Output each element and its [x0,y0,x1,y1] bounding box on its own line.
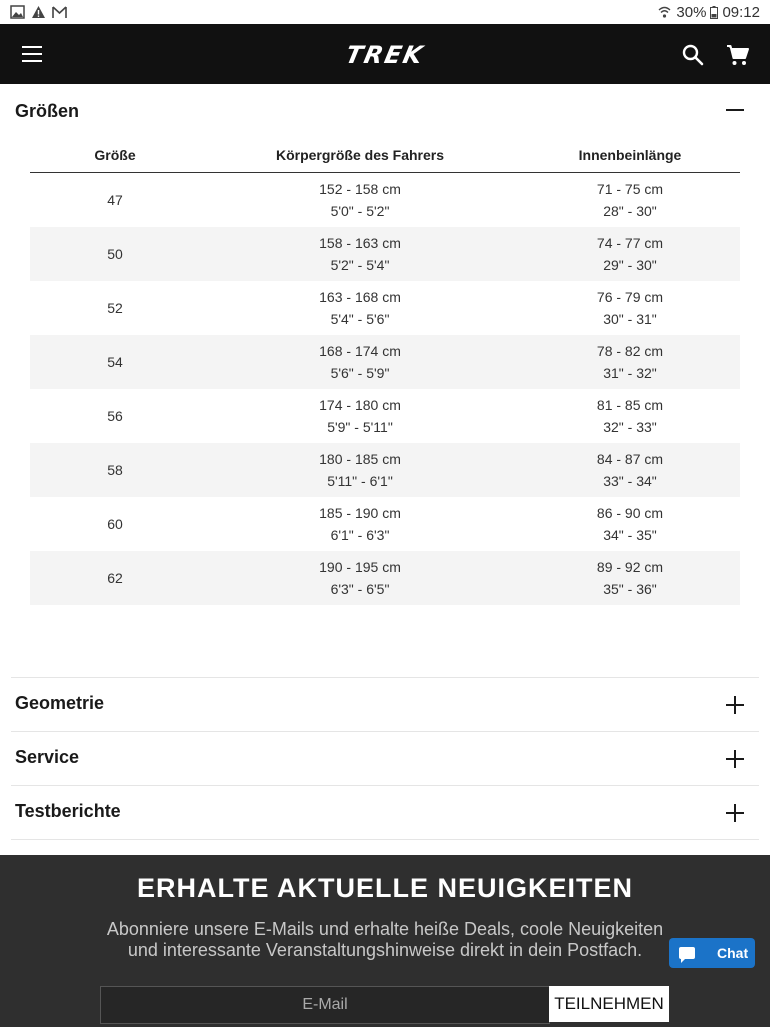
inseam-in: 32" - 33" [603,419,657,435]
accordion-label: Testberichte [15,801,121,821]
table-row [30,227,740,281]
battery-icon [710,6,718,19]
inseam-in: 34" - 35" [603,527,657,543]
inseam-cm: 81 - 85 cm [596,397,664,413]
wifi-icon [657,5,672,19]
expand-icon[interactable] [726,696,744,714]
site-header [0,24,770,84]
expand-icon[interactable] [726,804,744,822]
size-table [30,138,740,605]
chat-bubble-icon [679,947,695,959]
accordion-label: Geometrie [15,693,105,713]
table-row [30,443,740,497]
height-in: 6'1" - 6'3" [330,527,390,543]
height-in: 6'3" - 6'5" [330,581,390,597]
height-in: 5'4" - 5'6" [330,311,390,327]
gmail-icon [52,5,67,19]
sizes-section-title[interactable]: Größen [15,101,80,121]
cart-icon[interactable] [726,44,750,66]
height-in: 5'6" - 5'9" [330,365,390,381]
table-row [30,173,740,227]
table-row [30,335,740,389]
inseam-cm: 74 - 77 cm [596,235,664,251]
inseam-cm: 86 - 90 cm [596,505,664,521]
accordion-geometry[interactable] [11,677,759,731]
status-bar [0,0,770,24]
accordion-reviews[interactable] [11,785,759,839]
size-value: 47 [107,192,123,208]
height-cm: 152 - 158 cm [319,181,401,197]
join-button[interactable]: TEILNEHMEN [549,986,669,1022]
inseam-cm: 89 - 92 cm [596,559,664,575]
height-cm: 185 - 190 cm [319,505,401,521]
column-header-size: Größe [94,147,136,163]
size-value: 54 [107,354,123,370]
accordion-service[interactable] [11,731,759,785]
size-value: 50 [107,246,123,262]
inseam-in: 35" - 36" [603,581,657,597]
newsletter-section [0,855,770,1027]
size-value: 52 [107,300,123,316]
height-in: 5'0" - 5'2" [330,203,390,219]
height-cm: 190 - 195 cm [319,559,401,575]
inseam-cm: 84 - 87 cm [596,451,664,467]
image-icon [10,5,25,19]
inseam-cm: 78 - 82 cm [596,343,664,359]
email-input[interactable] [100,986,550,1024]
height-cm: 168 - 174 cm [319,343,401,359]
height-in: 5'2" - 5'4" [330,257,390,273]
clock: 09:12 [722,3,760,21]
size-value: 60 [107,516,123,532]
column-header-inseam: Innenbeinlänge [578,147,682,163]
inseam-cm: 71 - 75 cm [596,181,664,197]
accordion-label: Service [15,747,80,767]
inseam-cm: 76 - 79 cm [596,289,664,305]
height-cm: 174 - 180 cm [319,397,401,413]
size-value: 62 [107,570,123,586]
table-row [30,497,740,551]
table-row [30,281,740,335]
chat-button[interactable] [669,938,755,968]
inseam-in: 33" - 34" [603,473,657,489]
battery-level: 30% [676,3,707,21]
height-cm: 163 - 168 cm [319,289,401,305]
warning-icon [31,5,46,19]
expand-icon[interactable] [726,750,744,768]
inseam-in: 30" - 31" [603,311,657,327]
divider [11,839,759,840]
size-value: 56 [107,408,123,424]
height-in: 5'9" - 5'11" [327,419,393,435]
inseam-in: 28" - 30" [603,203,657,219]
table-row [30,551,740,605]
table-row [30,389,740,443]
chat-label: Chat [717,945,749,961]
search-icon[interactable] [682,44,704,66]
column-header-rider-height: Körpergröße des Fahrers [275,147,445,163]
newsletter-text: Abonniere unsere E-Mails und erhalte heiße Deals, coole Neuigkeiten und interessante Veranstaltungshinweise direkt in dein Postfach. [106,919,664,960]
height-cm: 158 - 163 cm [319,235,401,251]
collapse-icon[interactable] [726,101,744,119]
table-header [30,138,740,173]
inseam-in: 31" - 32" [603,365,657,381]
inseam-in: 29" - 30" [603,257,657,273]
trek-logo[interactable]: TREK [343,41,427,69]
newsletter-title: ERHALTE AKTUELLE NEUIGKEITEN [136,873,633,903]
size-value: 58 [107,462,123,478]
height-cm: 180 - 185 cm [319,451,401,467]
height-in: 5'11" - 6'1" [327,473,393,489]
